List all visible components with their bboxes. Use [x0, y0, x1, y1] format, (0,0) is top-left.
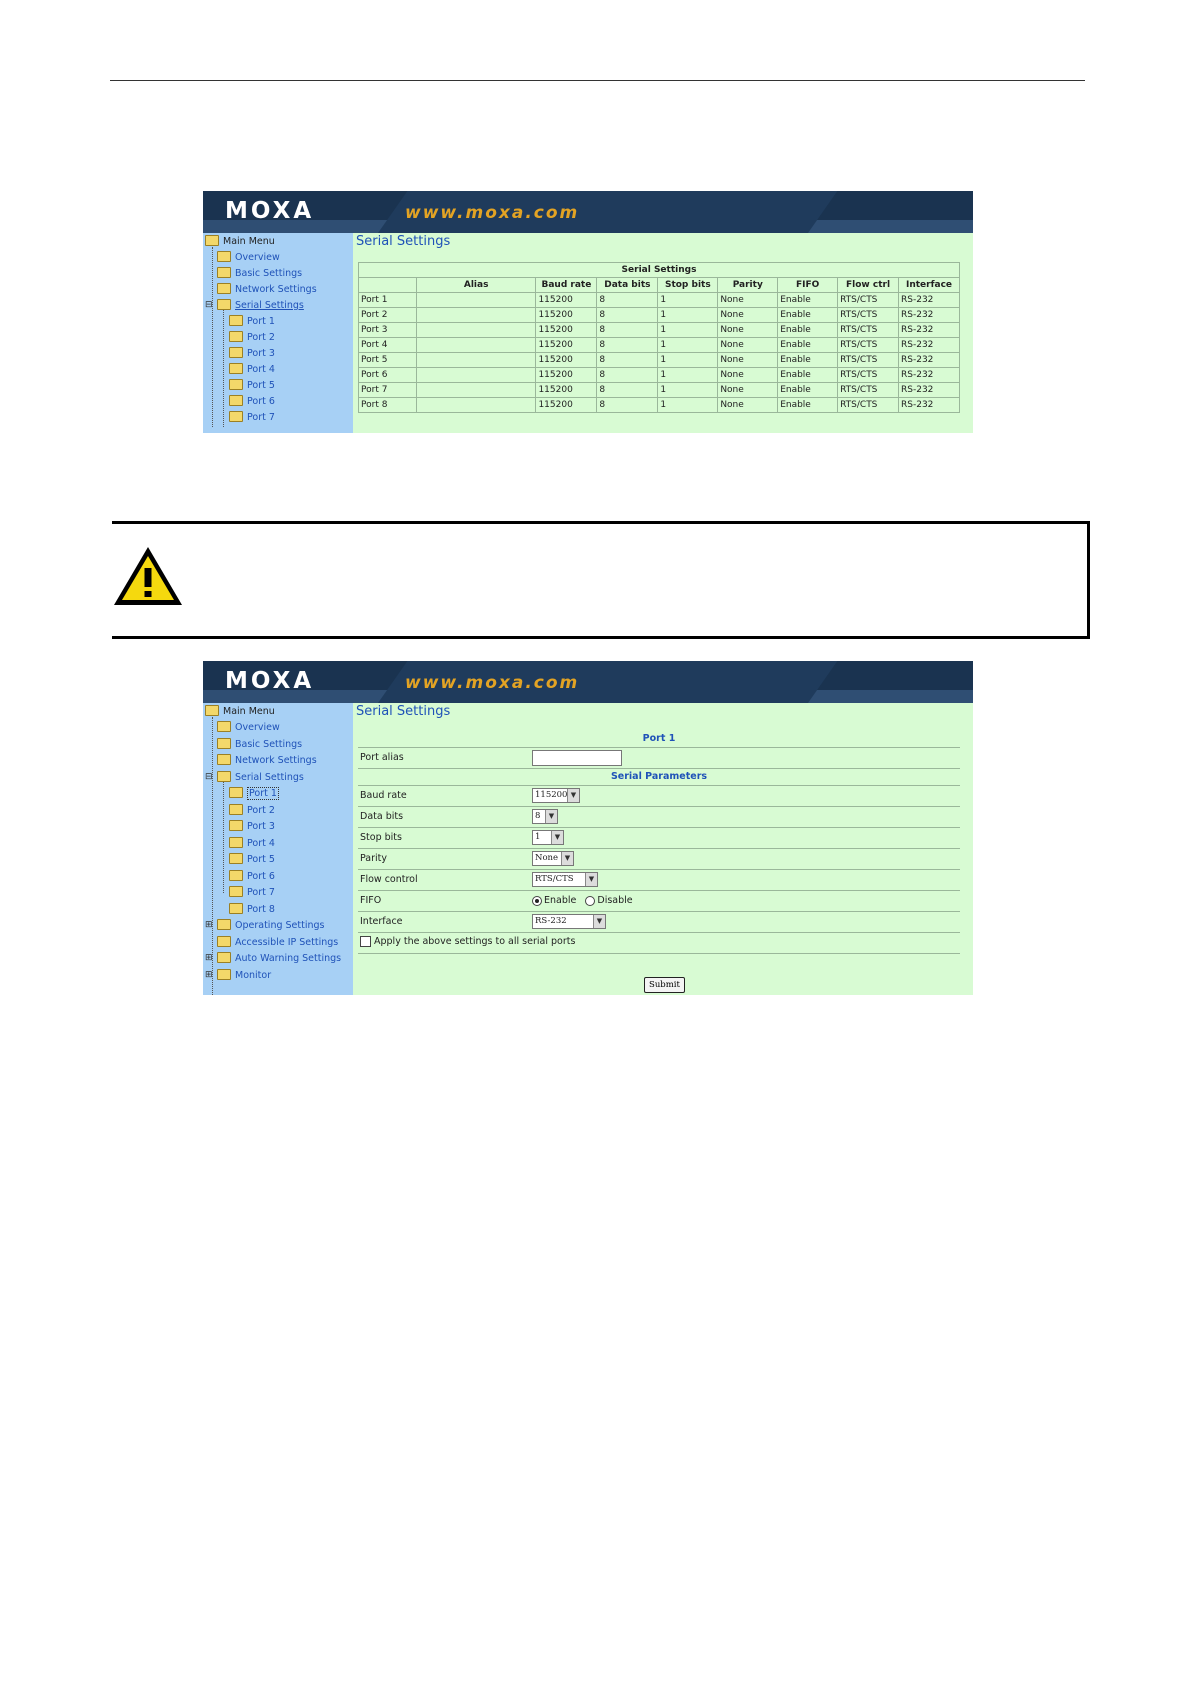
table-cell: 1 — [658, 383, 718, 398]
table-cell: None — [718, 398, 778, 413]
menu-item-port-2[interactable]: Port 2 — [229, 332, 275, 346]
expand-icon[interactable]: ⊞ — [205, 920, 213, 930]
table-cell: 115200 — [536, 398, 597, 413]
table-cell: RTS/CTS — [838, 383, 899, 398]
folder-icon — [229, 411, 243, 422]
stop-bits-label: Stop bits — [360, 832, 402, 843]
table-row — [359, 383, 960, 398]
table-cell: RS-232 — [899, 368, 960, 383]
folder-icon — [229, 379, 243, 390]
table-cell: RTS/CTS — [838, 353, 899, 368]
flow-control-select[interactable]: RTS/CTS ▼ — [532, 872, 598, 887]
table-cell: None — [718, 383, 778, 398]
table-cell: RTS/CTS — [838, 368, 899, 383]
table-cell: RTS/CTS — [838, 308, 899, 323]
menu-item-operating-settings[interactable]: ⊞ Operating Settings — [205, 920, 325, 931]
table-cell — [416, 338, 536, 353]
collapse-icon[interactable]: ⊟ — [205, 300, 213, 310]
table-cell[interactable]: Port 1 — [359, 293, 417, 308]
chevron-down-icon: ▼ — [585, 873, 597, 886]
table-cell — [416, 383, 536, 398]
folder-icon — [229, 331, 243, 342]
fifo-enable-label: Enable — [544, 895, 577, 906]
stop-bits-row — [358, 828, 960, 849]
page-title: Serial Settings — [356, 704, 451, 719]
interface-row — [358, 912, 960, 933]
col-header — [359, 278, 417, 293]
flow-control-row — [358, 870, 960, 891]
fifo-disable-radio[interactable] — [585, 896, 595, 906]
menu-item-port-7[interactable]: Port 7 — [229, 887, 275, 901]
table-cell — [416, 368, 536, 383]
folder-open-icon — [217, 299, 231, 310]
folder-open-icon — [205, 235, 219, 246]
table-cell: RS-232 — [899, 398, 960, 413]
table-cell: None — [718, 338, 778, 353]
serial-settings-overview-screenshot — [203, 191, 973, 433]
caution-box — [112, 521, 1090, 639]
table-cell — [416, 293, 536, 308]
chevron-down-icon: ▼ — [545, 810, 557, 823]
data-bits-label: Data bits — [360, 811, 404, 822]
menu-item-auto-warning-settings[interactable]: ⊞ Auto Warning Settings — [205, 953, 342, 964]
folder-icon — [229, 395, 243, 406]
flow-control-label: Flow control — [360, 874, 418, 885]
table-cell: None — [718, 323, 778, 338]
interface-label: Interface — [360, 916, 403, 927]
table-cell: 115200 — [536, 368, 597, 383]
folder-icon — [217, 754, 231, 765]
moxa-logo: MOXA — [225, 198, 315, 224]
baud-rate-label: Baud rate — [360, 790, 407, 801]
table-cell: 8 — [597, 293, 658, 308]
table-cell: 115200 — [536, 338, 597, 353]
folder-icon — [229, 347, 243, 358]
parity-row — [358, 849, 960, 870]
chevron-down-icon: ▼ — [551, 831, 563, 844]
table-row — [359, 338, 960, 353]
content-pane — [354, 233, 973, 433]
folder-icon — [229, 787, 243, 798]
table-cell: 8 — [597, 398, 658, 413]
table-cell: 8 — [597, 383, 658, 398]
table-cell: 1 — [658, 368, 718, 383]
table-cell: 1 — [658, 308, 718, 323]
col-header: Stop bits — [658, 278, 718, 293]
menu-item-port-5[interactable]: Port 5 — [229, 380, 275, 394]
content-pane — [354, 703, 973, 995]
page-title: Serial Settings — [356, 234, 451, 249]
table-cell: RS-232 — [899, 308, 960, 323]
fifo-row — [358, 891, 960, 912]
folder-icon — [229, 820, 243, 831]
table-cell: None — [718, 368, 778, 383]
folder-open-icon — [217, 771, 231, 782]
folder-icon — [217, 952, 231, 963]
moxa-banner — [203, 191, 973, 233]
table-cell: RS-232 — [899, 293, 960, 308]
table-cell: RTS/CTS — [838, 398, 899, 413]
table-cell: 8 — [597, 368, 658, 383]
table-cell: 115200 — [536, 308, 597, 323]
expand-icon[interactable]: ⊞ — [205, 953, 213, 963]
table-cell: 115200 — [536, 353, 597, 368]
col-header: FIFO — [778, 278, 838, 293]
table-cell: Enable — [778, 398, 838, 413]
menu-item-port-4[interactable]: Port 4 — [229, 364, 275, 378]
table-cell: 8 — [597, 323, 658, 338]
menu-root[interactable]: Main Menu — [205, 236, 275, 250]
table-cell[interactable]: Port 4 — [359, 338, 417, 353]
table-cell: 115200 — [536, 383, 597, 398]
table-cell — [416, 353, 536, 368]
table-cell: 1 — [658, 338, 718, 353]
folder-icon — [229, 804, 243, 815]
menu-item-port-7[interactable]: Port 7 — [229, 412, 275, 426]
table-cell: RTS/CTS — [838, 323, 899, 338]
port-header: Port 1 — [358, 731, 960, 748]
col-header: Interface — [899, 278, 960, 293]
port-alias-row — [358, 748, 960, 769]
table-cell: 115200 — [536, 323, 597, 338]
table-cell: RTS/CTS — [838, 338, 899, 353]
table-cell: 8 — [597, 308, 658, 323]
table-cell: Enable — [778, 383, 838, 398]
table-cell: Enable — [778, 308, 838, 323]
folder-open-icon — [205, 705, 219, 716]
folder-icon — [229, 886, 243, 897]
table-cell: None — [718, 293, 778, 308]
table-cell[interactable]: Port 8 — [359, 398, 417, 413]
table-cell: RS-232 — [899, 353, 960, 368]
col-header: Baud rate — [536, 278, 597, 293]
table-cell: 8 — [597, 353, 658, 368]
folder-icon — [217, 721, 231, 732]
col-header: Flow ctrl — [838, 278, 899, 293]
table-cell: RTS/CTS — [838, 293, 899, 308]
table-title: Serial Settings — [359, 263, 960, 278]
table-cell: 8 — [597, 338, 658, 353]
menu-item-port-3[interactable]: Port 3 — [229, 821, 275, 835]
baud-rate-row — [358, 786, 960, 807]
main-menu-sidebar — [203, 233, 353, 433]
folder-icon — [229, 837, 243, 848]
fifo-label: FIFO — [360, 895, 382, 906]
fifo-disable-label: Disable — [597, 895, 633, 906]
folder-icon — [229, 903, 243, 914]
menu-item-port-6[interactable]: Port 6 — [229, 871, 275, 885]
table-cell: None — [718, 308, 778, 323]
table-cell — [416, 308, 536, 323]
table-cell[interactable]: Port 6 — [359, 368, 417, 383]
moxa-url: www.moxa.com — [405, 203, 580, 223]
menu-item-port-2[interactable]: Port 2 — [229, 805, 275, 819]
folder-icon — [217, 919, 231, 930]
main-menu-sidebar — [203, 703, 353, 995]
collapse-icon[interactable]: ⊟ — [205, 772, 213, 782]
table-row — [359, 398, 960, 413]
port-settings-screenshot — [203, 661, 973, 995]
menu-item-port-1[interactable]: Port 1 — [229, 788, 279, 802]
table-cell: Enable — [778, 353, 838, 368]
menu-item-basic-settings[interactable]: Basic Settings — [217, 739, 302, 753]
table-row — [359, 293, 960, 308]
folder-icon — [217, 267, 231, 278]
parity-select[interactable]: None ▼ — [532, 851, 574, 866]
menu-item-port-5[interactable]: Port 5 — [229, 854, 275, 868]
menu-item-network-settings[interactable]: Network Settings — [217, 284, 317, 298]
menu-item-port-6[interactable]: Port 6 — [229, 396, 275, 410]
table-row — [359, 308, 960, 323]
table-cell: Enable — [778, 323, 838, 338]
table-row — [359, 368, 960, 383]
port-alias-input[interactable] — [532, 750, 622, 766]
menu-item-port-4[interactable]: Port 4 — [229, 838, 275, 852]
table-cell: Enable — [778, 368, 838, 383]
table-row — [359, 323, 960, 338]
moxa-logo: MOXA — [225, 668, 315, 694]
data-bits-row — [358, 807, 960, 828]
baud-rate-select[interactable]: 115200 ▼ — [532, 788, 580, 803]
stop-bits-select[interactable]: 1 ▼ — [532, 830, 564, 845]
folder-icon — [229, 870, 243, 881]
menu-item-port-1[interactable]: Port 1 — [229, 316, 275, 330]
menu-item-port-8[interactable]: Port 8 — [229, 904, 275, 918]
data-bits-select[interactable]: 8 ▼ — [532, 809, 558, 824]
port-alias-label: Port alias — [360, 752, 404, 763]
table-cell: 1 — [658, 353, 718, 368]
table-cell: 1 — [658, 398, 718, 413]
folder-icon — [217, 251, 231, 262]
folder-icon — [217, 738, 231, 749]
serial-parameters-header: Serial Parameters — [358, 769, 960, 786]
apply-all-checkbox[interactable] — [360, 936, 371, 947]
chevron-down-icon: ▼ — [567, 789, 579, 802]
menu-item-monitor[interactable]: ⊞ Monitor — [205, 970, 272, 981]
page-header-rule — [110, 80, 1085, 81]
table-cell: 115200 — [536, 293, 597, 308]
table-cell: Enable — [778, 293, 838, 308]
table-cell: None — [718, 353, 778, 368]
apply-all-label: Apply the above settings to all serial ports — [374, 936, 576, 947]
menu-item-serial-settings[interactable]: ⊟ Serial Settings — [205, 300, 304, 311]
folder-icon — [217, 969, 231, 980]
table-cell: 1 — [658, 293, 718, 308]
folder-icon — [229, 363, 243, 374]
table-cell: RS-232 — [899, 338, 960, 353]
menu-item-overview[interactable]: Overview — [217, 722, 280, 736]
submit-button[interactable]: Submit — [644, 977, 685, 993]
folder-icon — [217, 283, 231, 294]
warning-icon — [112, 544, 184, 608]
menu-item-overview[interactable]: Overview — [217, 252, 280, 266]
port-settings-form — [358, 731, 960, 954]
menu-item-serial-settings[interactable]: ⊟ Serial Settings — [205, 772, 304, 783]
table-row — [359, 353, 960, 368]
menu-item-port-3[interactable]: Port 3 — [229, 348, 275, 362]
folder-icon — [229, 315, 243, 326]
col-header: Data bits — [597, 278, 658, 293]
folder-icon — [217, 936, 231, 947]
table-cell[interactable]: Port 5 — [359, 353, 417, 368]
menu-item-accessible-ip-settings[interactable]: Accessible IP Settings — [217, 937, 338, 951]
apply-all-row — [358, 933, 960, 954]
table-cell[interactable]: Port 3 — [359, 323, 417, 338]
menu-root[interactable]: Main Menu — [205, 706, 275, 720]
folder-icon — [229, 853, 243, 864]
table-cell: Enable — [778, 338, 838, 353]
col-header: Parity — [718, 278, 778, 293]
table-cell — [416, 323, 536, 338]
table-cell[interactable]: Port 2 — [359, 308, 417, 323]
menu-item-network-settings[interactable]: Network Settings — [217, 755, 317, 769]
serial-settings-table — [358, 262, 960, 413]
table-cell — [416, 398, 536, 413]
moxa-url: www.moxa.com — [405, 673, 580, 693]
chevron-down-icon: ▼ — [593, 915, 605, 928]
fifo-enable-radio[interactable] — [532, 896, 542, 906]
expand-icon[interactable]: ⊞ — [205, 970, 213, 980]
col-header: Alias — [416, 278, 536, 293]
table-cell[interactable]: Port 7 — [359, 383, 417, 398]
chevron-down-icon: ▼ — [561, 852, 573, 865]
moxa-banner — [203, 661, 973, 703]
menu-item-basic-settings[interactable]: Basic Settings — [217, 268, 302, 282]
table-cell: RS-232 — [899, 383, 960, 398]
parity-label: Parity — [360, 853, 388, 864]
table-cell: 1 — [658, 323, 718, 338]
table-cell: RS-232 — [899, 323, 960, 338]
interface-select[interactable]: RS-232 ▼ — [532, 914, 606, 929]
